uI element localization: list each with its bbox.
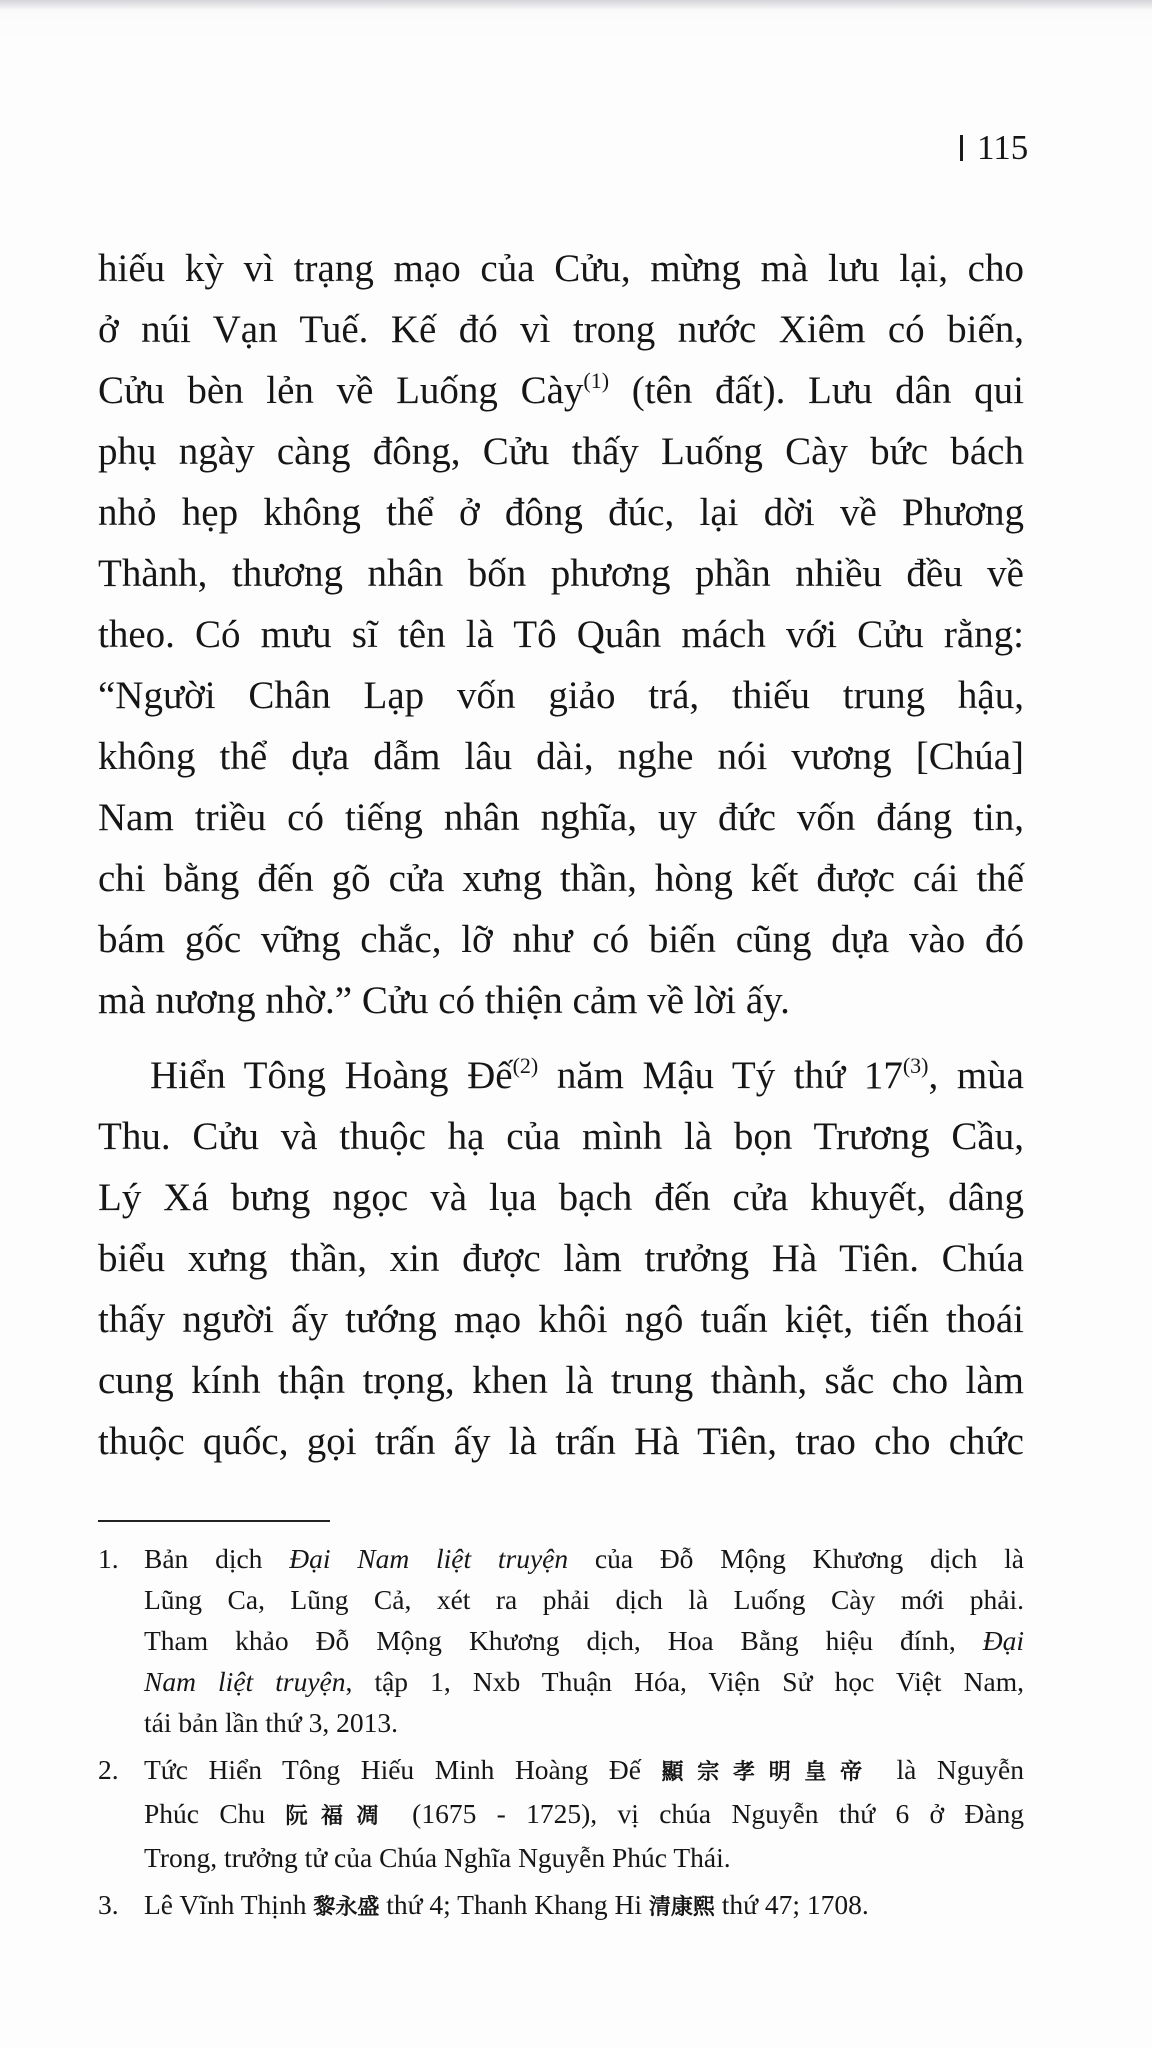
text-line: Nam triều có tiếng nhân nghĩa, uy đức vốn đáng tin, — [98, 796, 1024, 839]
footnote-line — [144, 1661, 1024, 1702]
page-number-separator — [960, 135, 963, 161]
scan-edge-shadow — [0, 0, 1152, 10]
footnote-line — [144, 1620, 1024, 1661]
footnote-line — [144, 1793, 1024, 1837]
footnote-ref-1[interactable]: (1) — [583, 368, 610, 393]
text-run: Lê Vĩnh Thịnh — [144, 1889, 314, 1920]
text-line: thấy người ấy tướng mạo khôi ngô tuấn kiệt, tiến thoái — [98, 1298, 1024, 1341]
footnote-1 — [98, 1538, 1024, 1743]
footnote-line: tái bản lần thứ 3, 2013. — [144, 1707, 398, 1738]
text-line: chi bằng đến gõ cửa xưng thần, hòng kết được cái thế — [98, 857, 1024, 900]
paragraph-1 — [98, 238, 1024, 1031]
book-title: Đại Nam liệt truyện — [289, 1543, 569, 1574]
text-line: theo. Có mưu sĩ tên là Tô Quân mách với Cửu rằng: — [98, 613, 1024, 656]
footnote-line — [144, 1884, 1024, 1928]
text-line: cung kính thận trọng, khen là trung thành, sắc cho làm — [98, 1359, 1024, 1402]
paragraph-gap — [98, 1031, 1024, 1045]
footnote-3 — [98, 1884, 1024, 1928]
paragraph-2 — [98, 1045, 1024, 1472]
text-line: nhỏ hẹp không thể ở đông đúc, lại dời về Phương — [98, 491, 1024, 534]
text-run: Hiển Tông Hoàng Đế — [150, 1054, 513, 1097]
footnote-line: Lũng Ca, Lũng Cả, xét ra phải dịch là Luống Cày mới phải. — [144, 1584, 1024, 1615]
footnote-line: Trong, trưởng tử của Chúa Nghĩa Nguyễn Phúc Thái. — [144, 1842, 731, 1873]
text-run: thứ 4; Thanh Khang Hi — [379, 1889, 649, 1920]
text-run: , tập 1, Nxb Thuận Hóa, Viện Sử học Việt Nam, — [345, 1666, 1024, 1697]
footnote-line — [144, 1538, 1024, 1579]
body-text — [98, 238, 1024, 1472]
text-run: Bản dịch — [144, 1543, 290, 1574]
text-run: là Nguyễn — [875, 1754, 1024, 1785]
text-run: của Đỗ Mộng Khương dịch là — [568, 1543, 1024, 1574]
page-number: 115 — [977, 128, 1029, 167]
footnote-ref-2[interactable]: (2) — [512, 1053, 539, 1078]
text-line: biểu xưng thần, xin được làm trưởng Hà Tiên. Chúa — [98, 1237, 1024, 1280]
text-run: Cửu bèn lẻn về Luống Cày — [98, 369, 584, 412]
text-line: hiếu kỳ vì trạng mạo của Cửu, mừng mà lưu lại, cho — [98, 247, 1024, 290]
text-line: thuộc quốc, gọi trấn ấy là trấn Hà Tiên, trao cho chức — [98, 1420, 1024, 1463]
running-head — [960, 128, 1028, 168]
chinese-characters: 顯宗孝明皇帝 — [661, 1760, 876, 1785]
text-line: phụ ngày càng đông, Cửu thấy Luống Cày bức bách — [98, 430, 1024, 473]
text-line: Thành, thương nhân bốn phương phần nhiều đều về — [98, 552, 1024, 595]
footnote-number: 1. — [98, 1543, 119, 1574]
text-run: Tham khảo Đỗ Mộng Khương dịch, Hoa Bằng hiệu đính, — [144, 1625, 983, 1656]
footnote-ref-3[interactable]: (3) — [902, 1053, 929, 1078]
text-run: Phúc Chu — [144, 1798, 286, 1829]
text-run: Tức Hiển Tông Hiếu Minh Hoàng Đế — [144, 1754, 662, 1785]
text-line — [98, 360, 1024, 421]
chinese-characters: 阮福凋 — [285, 1804, 392, 1829]
text-run: , mùa — [928, 1054, 1024, 1097]
text-line: bám gốc vững chắc, lỡ như có biến cũng dựa vào đó — [98, 918, 1024, 961]
chinese-characters: 黎永盛 — [313, 1895, 380, 1920]
footnotes — [98, 1538, 1024, 1934]
text-line: ở núi Vạn Tuế. Kế đó vì trong nước Xiêm có biến, — [98, 308, 1024, 351]
footnote-2 — [98, 1749, 1024, 1878]
footnote-number: 3. — [98, 1889, 119, 1920]
footnote-number: 2. — [98, 1754, 119, 1785]
text-run: (tên đất). Lưu dân qui — [609, 369, 1024, 412]
footnote-divider — [98, 1520, 330, 1522]
chinese-characters: 清康熙 — [648, 1895, 715, 1920]
text-run: thứ 47; 1708. — [714, 1889, 869, 1920]
text-line: Lý Xá bưng ngọc và lụa bạch đến cửa khuyết, dâng — [98, 1176, 1024, 1219]
book-title: Đại — [982, 1625, 1024, 1656]
text-line: Thu. Cửu và thuộc hạ của mình là bọn Trương Cầu, — [98, 1115, 1024, 1158]
book-title: Nam liệt truyện — [144, 1666, 346, 1697]
text-run: năm Mậu Tý thứ 17 — [538, 1054, 903, 1097]
text-line: mà nương nhờ.” Cửu có thiện cảm về lời ấy. — [98, 979, 790, 1022]
text-line — [98, 1045, 1024, 1106]
footnote-line — [144, 1749, 1024, 1793]
text-run: (1675 - 1725), vị chúa Nguyễn thứ 6 ở Đàng — [391, 1798, 1024, 1829]
text-line: không thể dựa dẫm lâu dài, nghe nói vương [Chúa] — [98, 735, 1024, 778]
text-line: “Người Chân Lạp vốn giảo trá, thiếu trung hậu, — [98, 674, 1024, 717]
